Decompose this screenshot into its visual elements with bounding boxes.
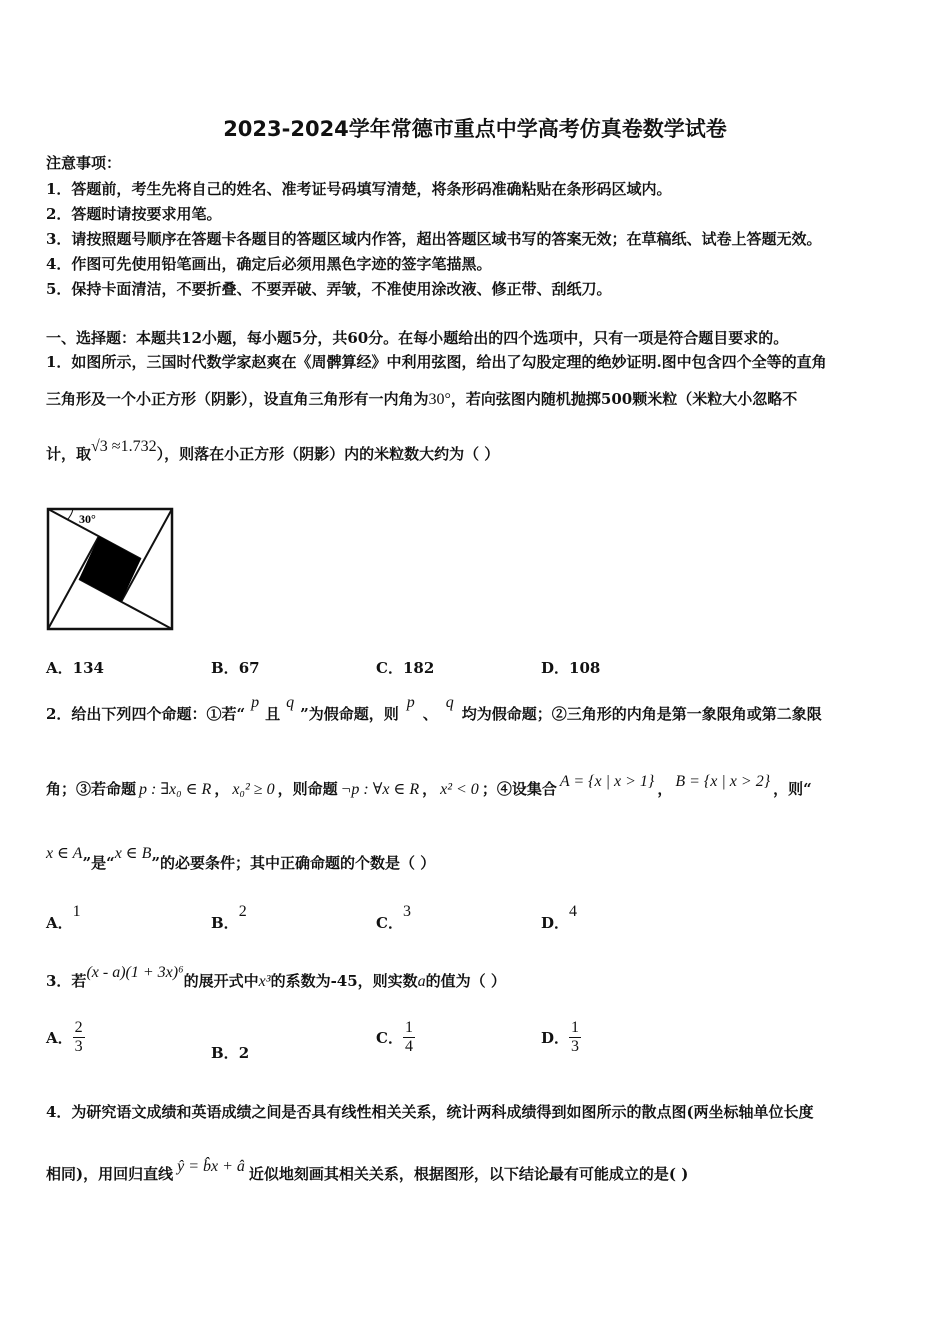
q1-angle: 30° <box>428 391 451 408</box>
q2-line1: 2．给出下列四个命题：①若“p且q”为假命题，则p、q均为假命题；②三角形的内角是第一象限角或第二象限 <box>46 694 822 723</box>
q3-stem: 3．若(x - a)(1 + 3x)⁶的展开式中x³的系数为-45，则实数a的值为（ ） <box>46 964 506 990</box>
notice-heading: 注意事项： <box>46 154 122 172</box>
q1-option-c[interactable]: C．182 <box>376 659 435 677</box>
q2-option-b[interactable]: B．2 <box>211 903 247 932</box>
q1-line2: 三角形及一个小正方形（阴影），设直角三角形有一内角为30°，若向弦图内随机抛掷500颗米粒（米粒大小忽略不 <box>46 390 798 408</box>
q2-line3: x ∈ A”是“x ∈ B”的必要条件；其中正确命题的个数是（ ） <box>46 845 436 872</box>
q4-line1: 4．为研究语文成绩和英语成绩之间是否具有线性相关关系，统计两科成绩得到如图所示的散点图(两坐标轴单位长度 <box>46 1103 814 1121</box>
q1-sqrt3: √3 ≈1.732 <box>91 438 157 455</box>
angle-label: 30° <box>79 512 96 526</box>
q2-option-a[interactable]: A．1 <box>46 903 81 932</box>
q1-option-a[interactable]: A．134 <box>46 659 104 677</box>
page-title: 2023-2024学年常德市重点中学高考仿真卷数学试卷 <box>223 117 727 141</box>
q3-option-c[interactable]: C． $\frac{1}{4}$ <box>376 1019 413 1055</box>
section-heading: 一、选择题：本题共12小题，每小题5分，共60分。在每小题给出的四个选项中，只有一项是符合题目要求的。 <box>46 329 789 347</box>
q1-option-b[interactable]: B．67 <box>211 659 260 677</box>
q2-option-d[interactable]: D．4 <box>541 903 578 932</box>
notice-item: 1．答题前，考生先将自己的姓名、准考证号码填写清楚，将条形码准确粘贴在条形码区域内。 <box>46 180 672 198</box>
q1-option-d[interactable]: D．108 <box>541 659 601 677</box>
q3-option-b[interactable]: B．2 <box>211 1044 250 1062</box>
q2-option-c[interactable]: C．3 <box>376 903 411 932</box>
chord-diagram-figure <box>45 506 175 632</box>
q1-line3: 计，取√3 ≈1.732），则落在小正方形（阴影）内的米粒数大约为（ ） <box>46 438 500 463</box>
notice-item: 5．保持卡面清洁，不要折叠、不要弄破、弄皱，不准使用涂改液、修正带、刮纸刀。 <box>46 280 612 298</box>
notice-item: 4．作图可先使用铅笔画出，确定后必须用黑色字迹的签字笔描黑。 <box>46 255 492 273</box>
q2-line2: 角；③若命题 p : ∃x₀ ∈ R ， x₀² ≥ 0 ，则命题 ¬p : ∀x ∈ R ， x² < 0 ；④设集合 A = {x | x > 1} ， B = {x | x > 2} ，则“ <box>46 773 812 798</box>
notice-item: 3．请按照题号顺序在答题卡各题目的答题区域内作答，超出答题区域书写的答案无效；在草稿纸、试卷上答题无效。 <box>46 230 822 248</box>
notice-item: 2．答题时请按要求用笔。 <box>46 205 222 223</box>
regression-line-formula: ŷ = b̂x + â <box>177 1158 245 1175</box>
q4-line2: 相同)，用回归直线 ŷ = b̂x + â 近似地刻画其相关关系，根据图形，以下结论最有可能成立的是( ) <box>46 1158 689 1183</box>
q1-line1: 1．如图所示，三国时代数学家赵爽在《周髀算经》中利用弦图，给出了勾股定理的绝妙证明.图中包含四个全等的直角 <box>46 353 827 371</box>
q3-option-d[interactable]: D． $\frac{1}{3}$ <box>541 1019 580 1055</box>
q3-option-a[interactable]: A． $\frac{2}{3}$ <box>46 1019 83 1055</box>
